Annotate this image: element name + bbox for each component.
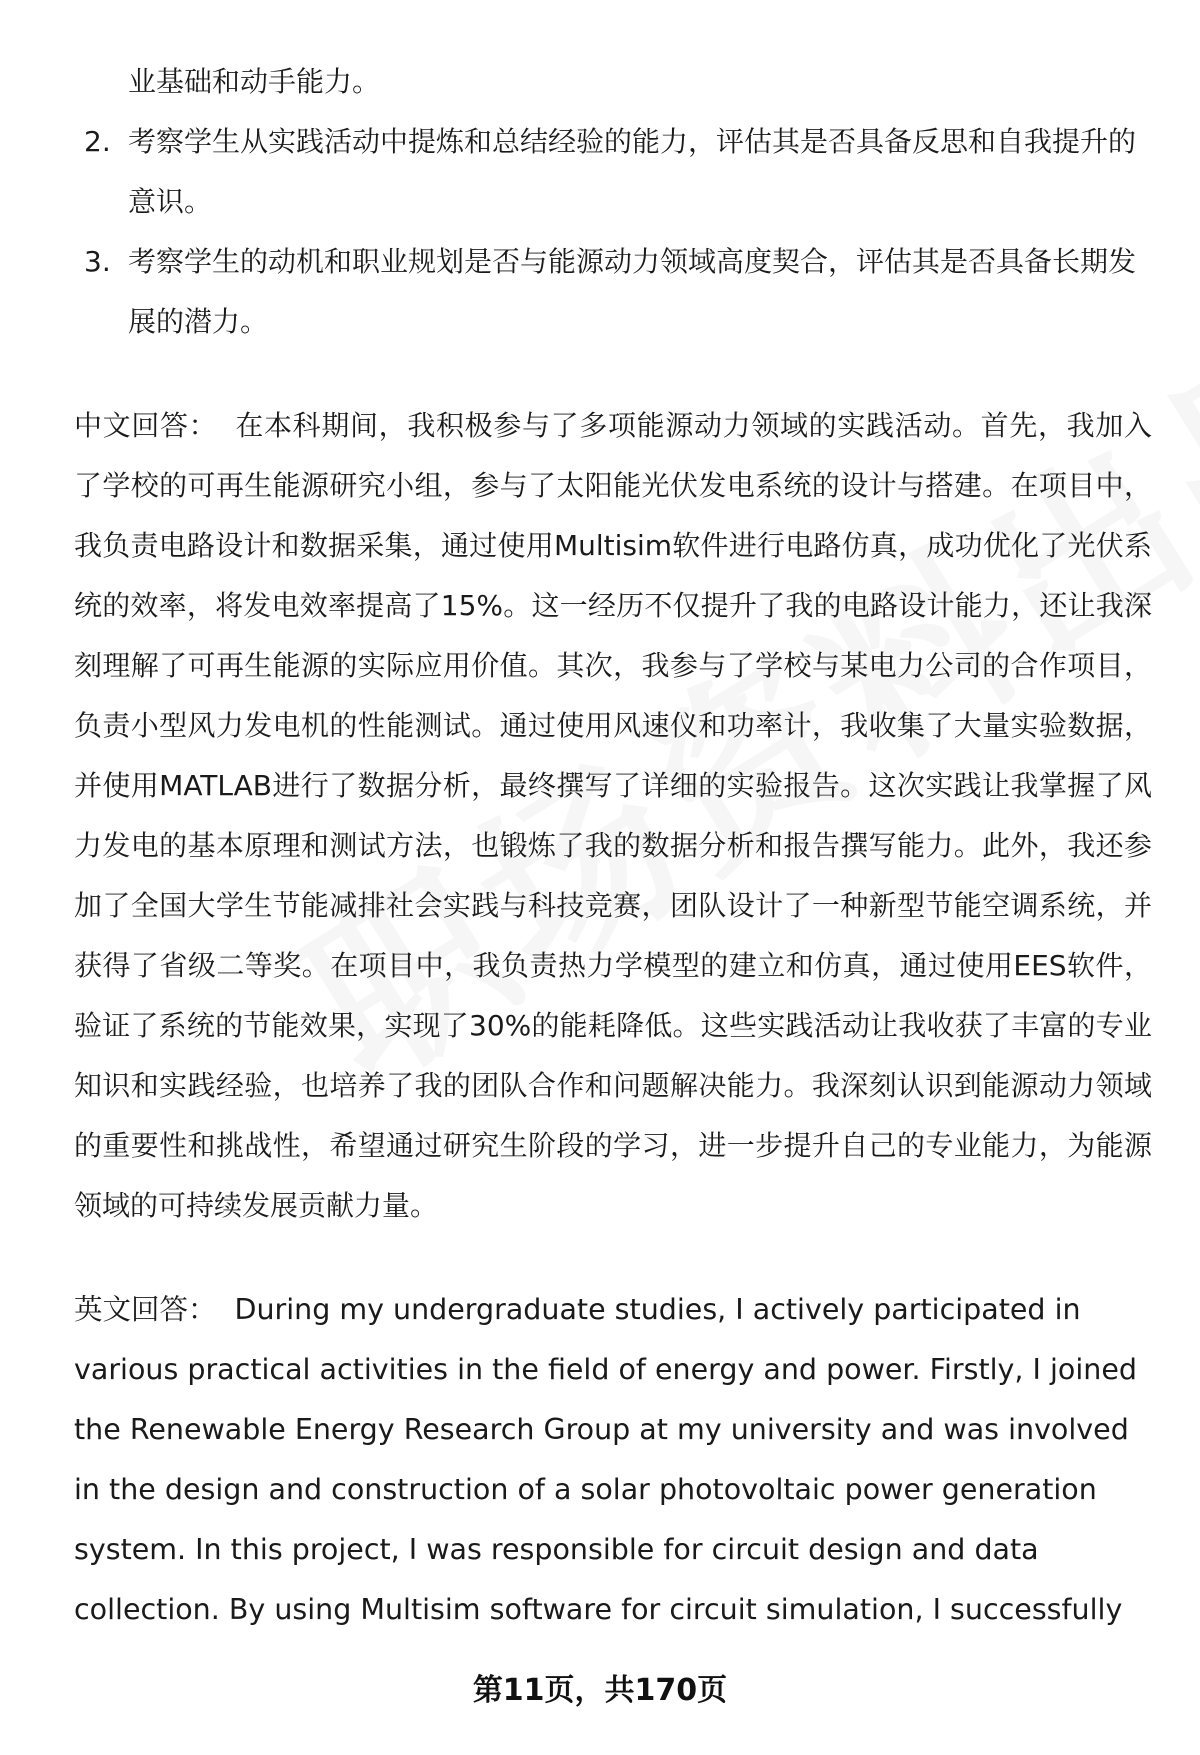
page-content	[74, 52, 1152, 1640]
list-item	[74, 112, 1152, 232]
list-item-text: 考察学生的动机和职业规划是否与能源动力领域高度契合，评估其是否具备长期发展的潜力。	[128, 245, 1137, 338]
criteria-list	[74, 112, 1152, 352]
english-answer-text: During my undergraduate studies, I actively participated in various practical activities in the field of energy and power. Firstly, I joined the Renewable Energy Research Group at my university and was involved in the design and construction of a solar photovoltaic power generation system. In this project, I was responsible for circuit design and data collection. By using Multisim software for circuit simulation, I successfully	[74, 1293, 1137, 1626]
list-item-number: 2.	[84, 125, 111, 158]
english-answer-label: 英文回答：	[74, 1293, 217, 1326]
chinese-answer-text: 在本科期间，我积极参与了多项能源动力领域的实践活动。首先，我加入了学校的可再生能源研究小组，参与了太阳能光伏发电系统的设计与搭建。在项目中，我负责电路设计和数据采集，通过使用Multisim软件进行电路仿真，成功优化了光伏系统的效率，将发电效率提高了15%。这一经历不仅提升了我的电路设计能力，还让我深刻理解了可再生能源的实际应用价值。其次，我参与了学校与某电力公司的合作项目，负责小型风力发电机的性能测试。通过使用风速仪和功率计，我收集了大量实验数据，并使用MATLAB进行了数据分析，最终撰写了详细的实验报告。这次实践让我掌握了风力发电的基本原理和测试方法，也锻炼了我的数据分析和报告撰写能力。此外，我还参加了全国大学生节能减排社会实践与科技竞赛，团队设计了一种新型节能空调系统，并获得了省级二等奖。在项目中，我负责热力学模型的建立和仿真，通过使用EES软件，验证了系统的节能效果，实现了30%的能耗降低。这些实践活动让我收获了丰富的专业知识和实践经验，也培养了我的团队合作和问题解决能力。我深刻认识到能源动力领域的重要性和挑战性，希望通过研究生阶段的学习，进一步提升自己的专业能力，为能源领域的可持续发展贡献力量。	[74, 409, 1152, 1222]
english-answer-paragraph	[74, 1280, 1152, 1640]
chinese-answer-paragraph	[74, 396, 1152, 1236]
continued-criterion-text: 业基础和动手能力。	[128, 65, 381, 98]
page-footer: 第11页，共170页	[472, 1673, 728, 1708]
list-item-number: 3.	[84, 245, 111, 278]
chinese-answer-label: 中文回答：	[74, 409, 218, 442]
list-item-text: 考察学生从实践活动中提炼和总结经验的能力，评估其是否具备反思和自我提升的意识。	[128, 125, 1137, 218]
list-item	[74, 232, 1152, 352]
